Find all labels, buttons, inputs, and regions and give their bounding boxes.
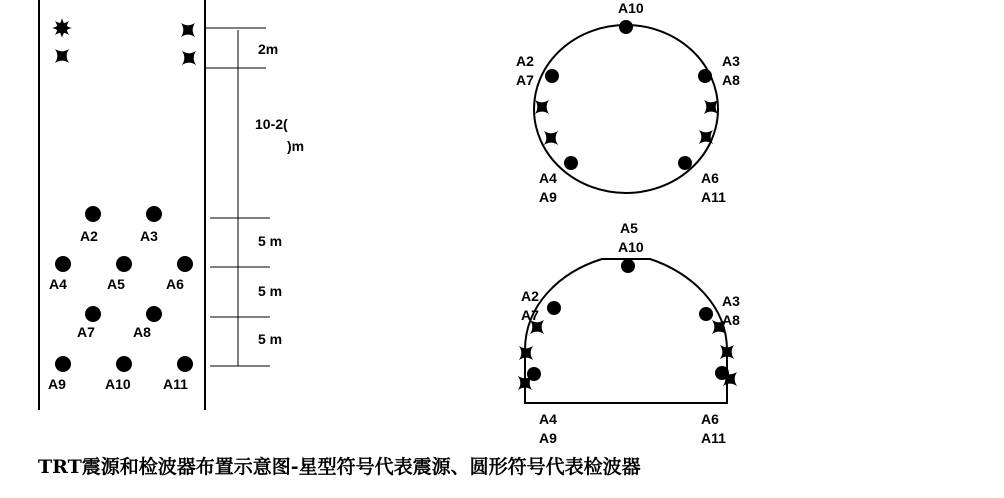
receiver-dot-icon [545, 69, 559, 83]
source-star-icon [528, 93, 556, 121]
source-star-icon [175, 44, 203, 72]
position-label: A8 [722, 72, 740, 88]
receiver-label: A10 [105, 376, 131, 392]
receiver-a3-icon [146, 206, 162, 222]
position-label: A9 [539, 430, 557, 446]
position-label: A4 [539, 411, 557, 427]
receiver-label: A8 [133, 324, 151, 340]
receiver-a4-icon [55, 256, 71, 272]
position-label: A8 [722, 312, 740, 328]
receiver-label: A2 [80, 228, 98, 244]
position-label: A5 [620, 220, 638, 236]
position-label: A3 [722, 293, 740, 309]
position-label: A4 [539, 170, 557, 186]
circular-outline [534, 25, 718, 193]
receiver-a11-icon [177, 356, 193, 372]
spacing-label-c: 5 m [258, 331, 283, 347]
spacing-label-a: 5 m [258, 233, 283, 249]
receiver-label: A7 [77, 324, 95, 340]
position-label: A11 [701, 189, 726, 205]
receiver-label: A5 [107, 276, 125, 292]
position-label: A6 [701, 411, 719, 427]
receiver-dot-icon [621, 259, 635, 273]
receiver-dot-icon [698, 69, 712, 83]
horseshoe-outline [525, 259, 727, 403]
position-label: A9 [539, 189, 557, 205]
source-star-icon [174, 16, 202, 44]
position-label: A6 [701, 170, 719, 186]
spacing-label-b: 5 m [258, 283, 283, 299]
receiver-dot-icon [619, 20, 633, 34]
receiver-a9-icon [55, 356, 71, 372]
source-star-icon [537, 124, 565, 152]
receiver-a2-icon [85, 206, 101, 222]
spacing-label-long-2: )m [287, 138, 305, 154]
receiver-dot-icon [678, 156, 692, 170]
position-label: A11 [701, 430, 726, 446]
receiver-label: A6 [166, 276, 184, 292]
position-label: A10 [618, 0, 644, 16]
figure-caption: TRT震源和检波器布置示意图-星型符号代表震源、圆形符号代表检波器 [38, 456, 641, 478]
receiver-dot-icon [699, 307, 713, 321]
receiver-label: A11 [163, 376, 188, 392]
receiver-a6-icon [177, 256, 193, 272]
plan-view [39, 0, 304, 410]
horseshoe-tunnel-section [511, 220, 744, 446]
receiver-label: A9 [48, 376, 66, 392]
position-label: A3 [722, 53, 740, 69]
position-label: A2 [521, 288, 539, 304]
position-label: A7 [516, 72, 534, 88]
receiver-a10-icon [116, 356, 132, 372]
circular-tunnel-section [516, 0, 740, 205]
receiver-a8-icon [146, 306, 162, 322]
receiver-label: A3 [140, 228, 158, 244]
position-label: A10 [618, 239, 644, 255]
receiver-dot-icon [564, 156, 578, 170]
receiver-a7-icon [85, 306, 101, 322]
receiver-label: A4 [49, 276, 67, 292]
source-star-icon [48, 42, 76, 70]
position-label: A2 [516, 53, 534, 69]
position-label: A7 [521, 307, 539, 323]
receiver-dot-icon [547, 301, 561, 315]
receiver-a5-icon [116, 256, 132, 272]
spacing-label-top: 2m [258, 41, 279, 57]
source-star-icon [697, 93, 725, 121]
spacing-label-long-1: 10-2( [255, 116, 288, 132]
